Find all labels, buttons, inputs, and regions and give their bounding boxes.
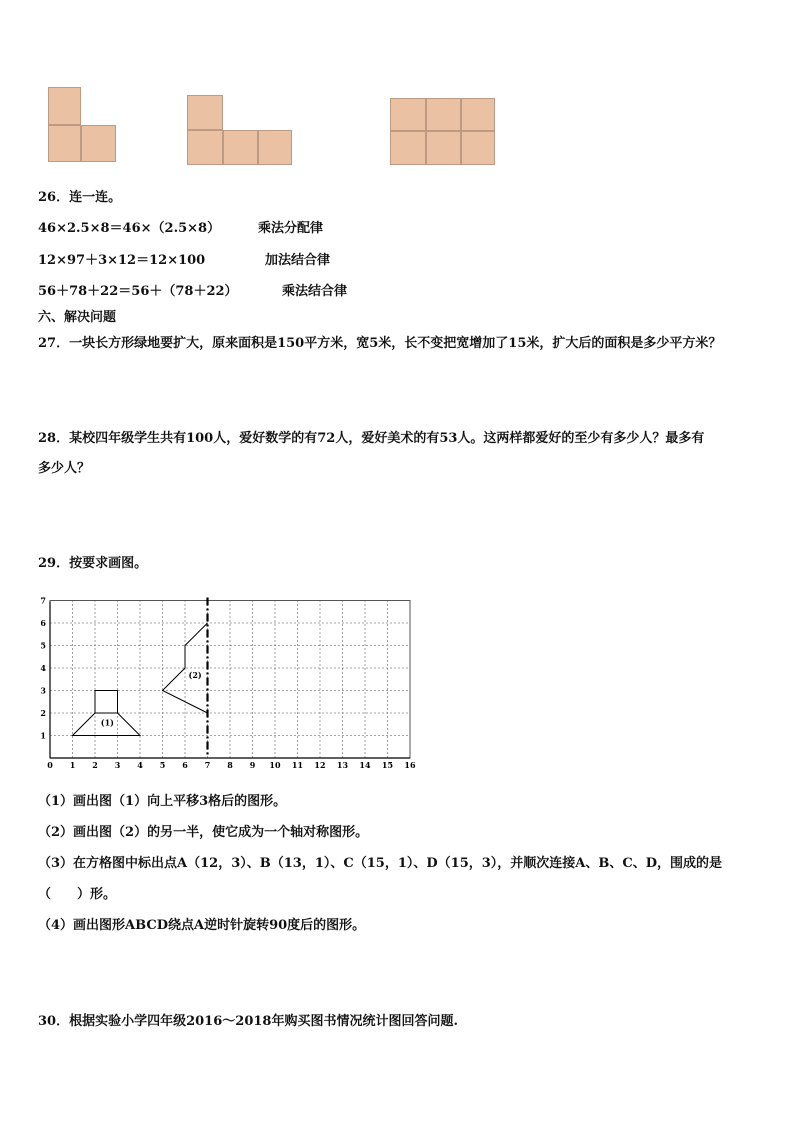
- q29-item-4: （4）画出图形ABCD绕点A逆时针旋转90度后的图形。: [38, 918, 366, 933]
- x-tick-label: 1: [69, 760, 76, 770]
- x-tick-label: 16: [404, 760, 416, 770]
- figure-2-label: (2): [188, 670, 202, 681]
- x-tick-label: 4: [137, 760, 143, 770]
- x-tick-label: 13: [336, 760, 349, 770]
- x-tick-label: 3: [114, 760, 121, 770]
- x-tick-label: 11: [291, 760, 304, 770]
- y-tick-label: 1: [40, 730, 46, 741]
- q27-text: 27．一块长方形绿地要扩大，原来面积是150平方米，宽5米，长不变把宽增加了15米，扩大后的面积是多少平方米？: [38, 336, 722, 351]
- y-tick-label: 3: [40, 685, 46, 696]
- x-tick-label: 10: [269, 760, 281, 770]
- q26-expression-2: 12×97＋3×12＝12×100: [38, 253, 206, 268]
- figure-1-label: (1): [100, 717, 114, 728]
- section-heading: 六、解决问题: [38, 310, 117, 325]
- x-tick-label: 2: [92, 760, 98, 770]
- q26-expression-1: 46×2.5×8＝46×（2.5×8）: [38, 221, 221, 236]
- y-tick-label: 5: [40, 640, 46, 651]
- x-tick-label: 6: [182, 760, 188, 770]
- x-tick-label: 12: [314, 760, 326, 770]
- x-tick-label: 15: [381, 760, 394, 770]
- q28-line-2: 多少人？: [38, 461, 91, 476]
- y-tick-label: 2: [40, 708, 46, 718]
- q29-item-3: （3）在方格图中标出点A（12，3）、B（13，1）、C（15，1）、D（15，3），并顺次连接A、B、C、D，围成的是: [38, 856, 722, 871]
- q28-line-1: 28．某校四年级学生共有100人，爱好数学的有72人，爱好美术的有53人。这两样都爱好的至少有多少人？最多有: [38, 431, 705, 446]
- x-tick-label: 8: [227, 760, 233, 770]
- q29-title: 29．按要求画图。: [38, 556, 148, 571]
- x-tick-label: 0: [47, 760, 53, 770]
- q26-expression-3: 56＋78＋22＝56＋（78＋22）: [38, 284, 238, 299]
- coordinate-grid: [40, 586, 430, 770]
- y-tick-label: 6: [40, 618, 46, 628]
- q26-law-1: 乘法分配律: [258, 221, 324, 236]
- q26-law-2: 加法结合律: [265, 253, 331, 268]
- x-tick-label: 14: [359, 760, 371, 770]
- q26-title: 26．连一连。: [38, 190, 122, 205]
- y-tick-label: 4: [40, 663, 46, 673]
- q29-item-1: （1）画出图（1）向上平移3格后的图形。: [38, 794, 287, 809]
- q29-item-2: （2）画出图（2）的另一半，使它成为一个轴对称图形。: [38, 825, 369, 840]
- y-tick-label: 7: [40, 595, 46, 606]
- q30-text: 30．根据实验小学四年级2016～2018年购买图书情况统计图回答问题.: [38, 1014, 458, 1029]
- x-tick-label: 5: [159, 760, 166, 770]
- x-tick-label: 7: [204, 760, 211, 770]
- q26-law-3: 乘法结合律: [282, 284, 348, 299]
- q29-item-3-blank: （ ）形。: [38, 887, 117, 902]
- x-tick-label: 9: [249, 760, 256, 770]
